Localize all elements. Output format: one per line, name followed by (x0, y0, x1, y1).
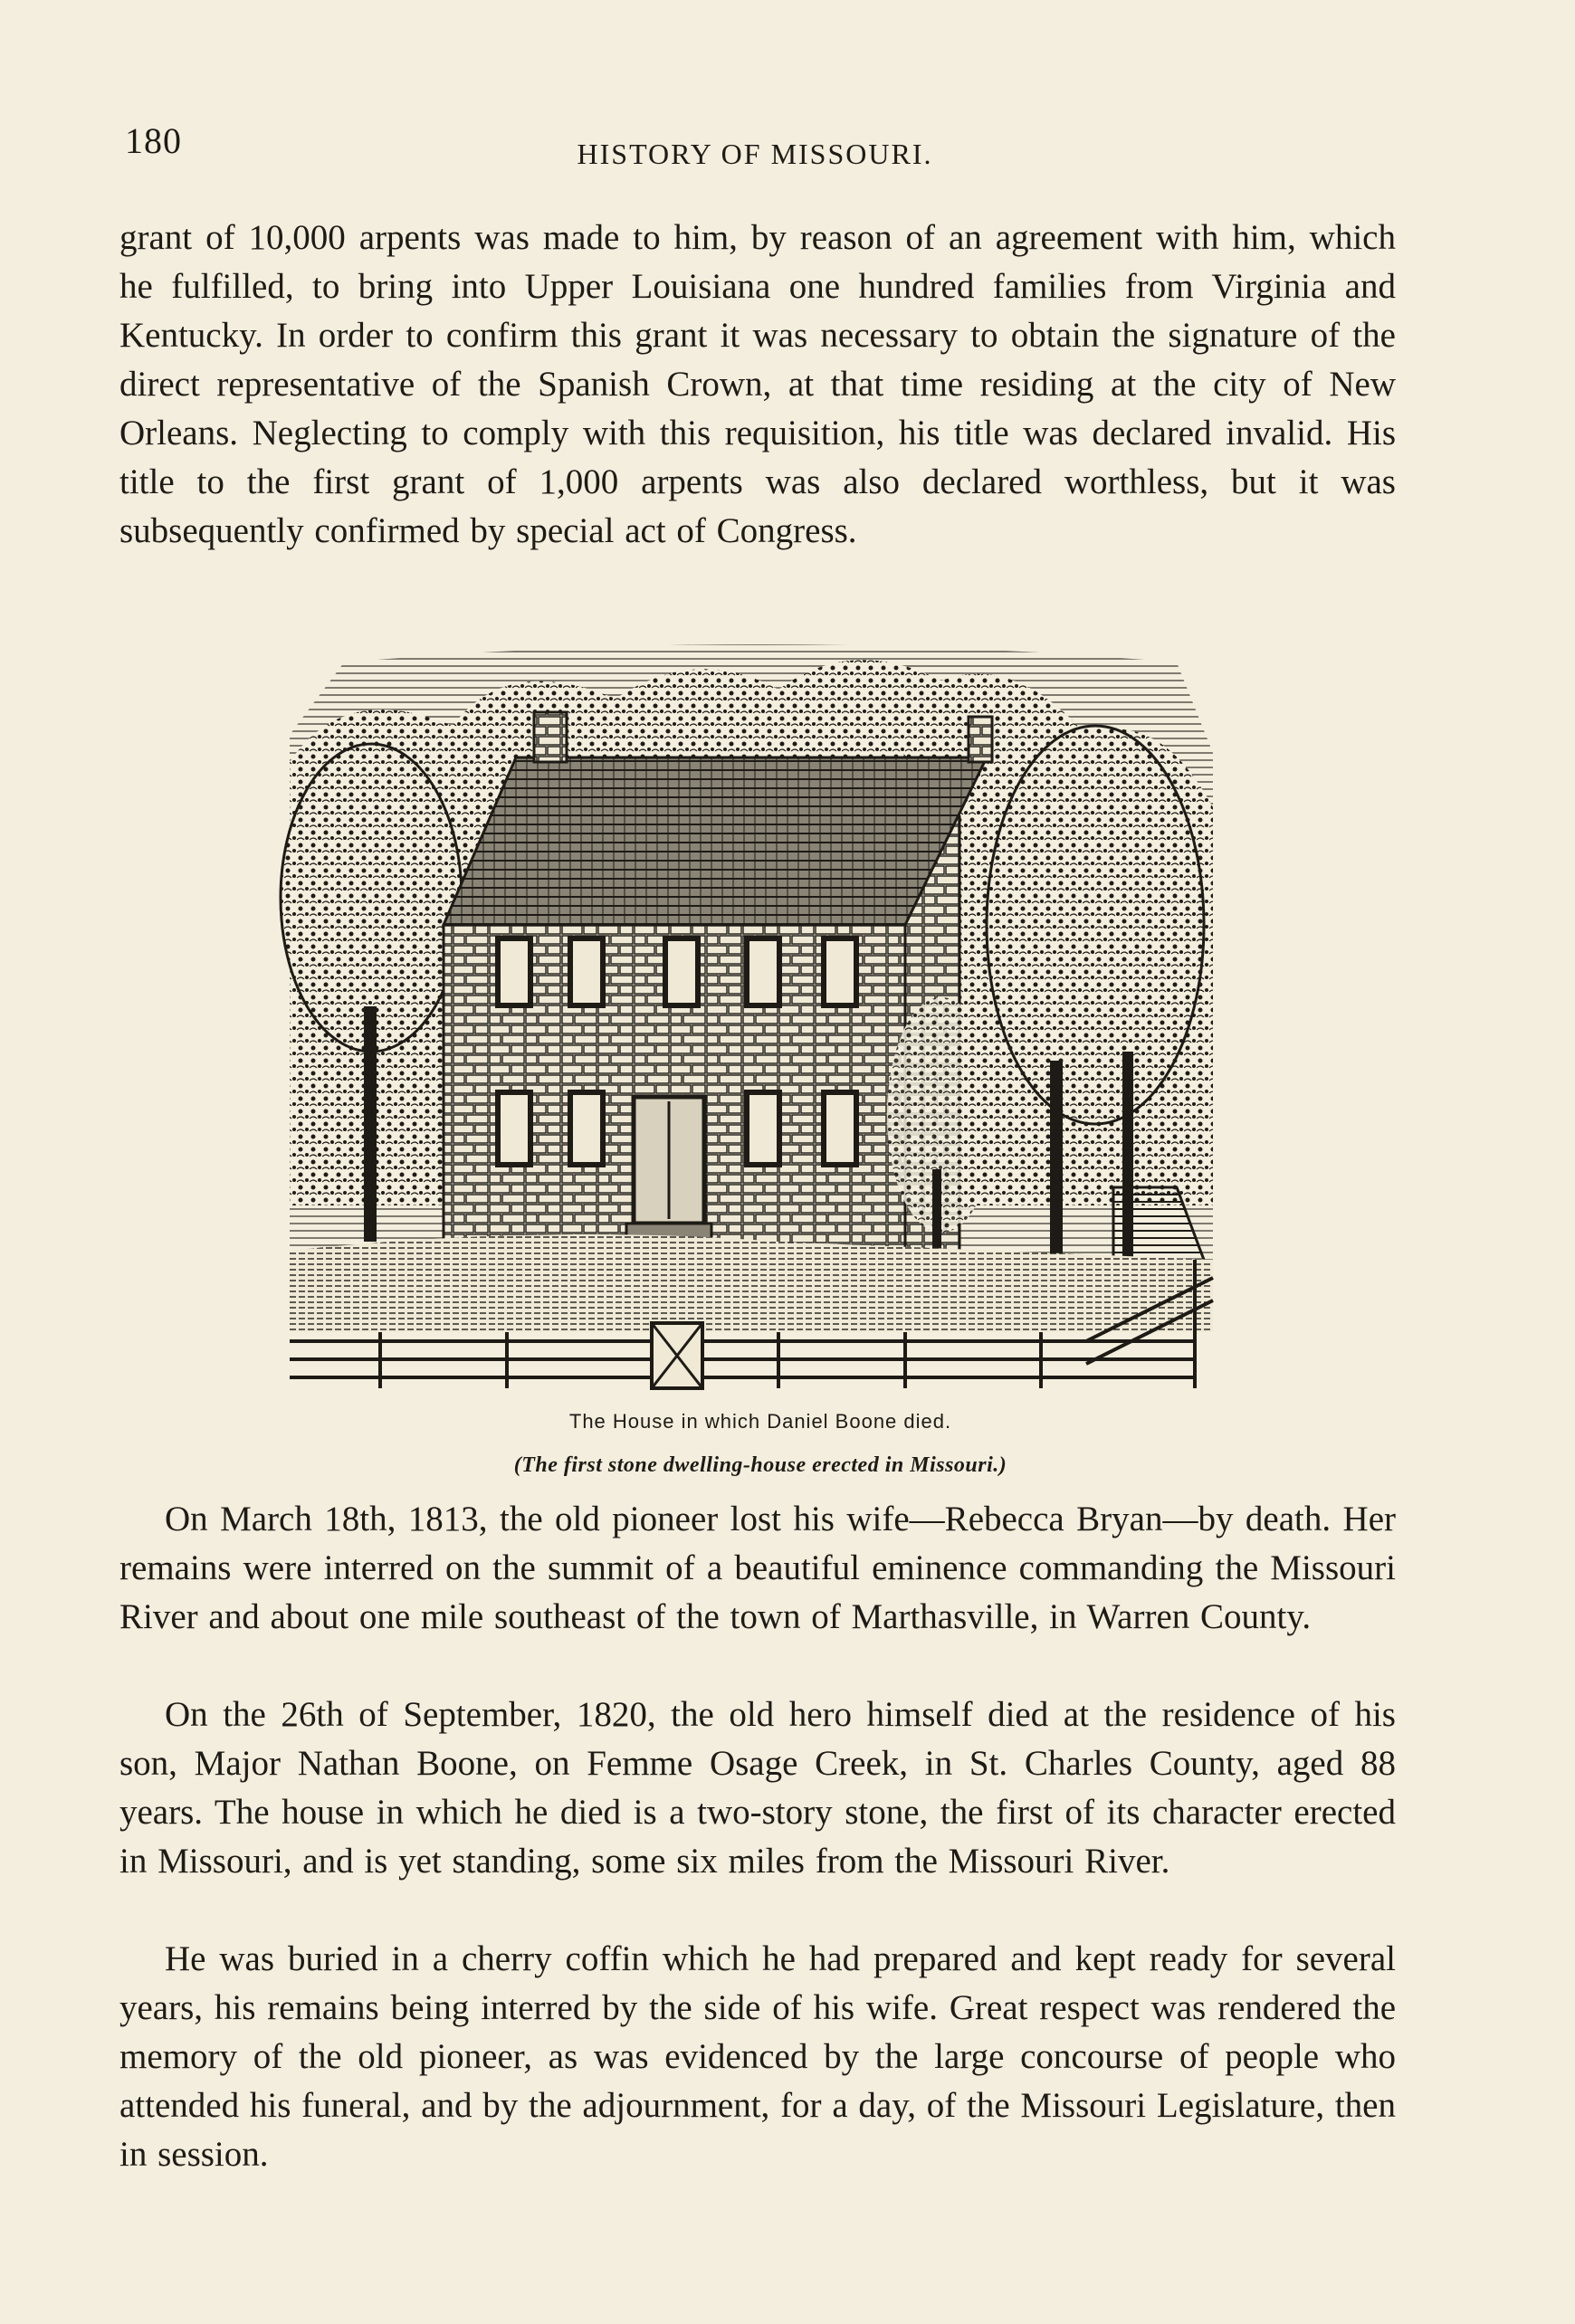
figure-subcaption: (The first stone dwelling-house erected in Missouri.) (513, 1453, 1007, 1477)
body-paragraph: On the 26th of September, 1820, the old hero himself died at the residence of his son, Major Nathan Boone, on Femme Osage Creek, in St. Charles County, aged 88 years. The house in which he died is a two-story stone, the first of its character erected in Missouri, and is yet standing, some six miles from the Missouri River. (119, 1695, 1396, 1881)
running-head: HISTORY OF MISSOURI. (577, 138, 933, 170)
house-engraving-illustration (272, 626, 1249, 1394)
page-number: 180 (125, 120, 182, 161)
body-paragraph: He was buried in a cherry coffin which he had prepared and kept ready for several years, his remains being interred by the side of his wife. Great respect was rendered the memory of the old pioneer, as was evidenced by the large concourse of people who attended his funeral, and by the adjournment, for a day, of the Missouri Legislature, then in session. (119, 1939, 1396, 2174)
figure-caption: The House in which Daniel Boone died. (568, 1410, 952, 1433)
body-paragraph: On March 18th, 1813, the old pioneer lost his wife—Rebecca Bryan—by death. Her remains were interred on the summit of a beautiful eminence commanding the Missouri River and about one mile southeast of the town of Marthasville, in Warren County. (119, 1500, 1396, 1636)
body-paragraph: grant of 10,000 arpents was made to him, by reason of an agreement with him, which he fulfilled, to bring into Upper Louisiana one hundred families from Virginia and Kentucky. In order to confirm this grant it was necessary to obtain the signature of the direct representative of the Spanish Crown, at that time residing at the city of New Orleans. Neglecting to comply with this requisition, his title was declared invalid. His title to the first grant of 1,000 arpents was also declared worthless, but it was subsequently confirmed by special act of Congress. (119, 218, 1396, 550)
